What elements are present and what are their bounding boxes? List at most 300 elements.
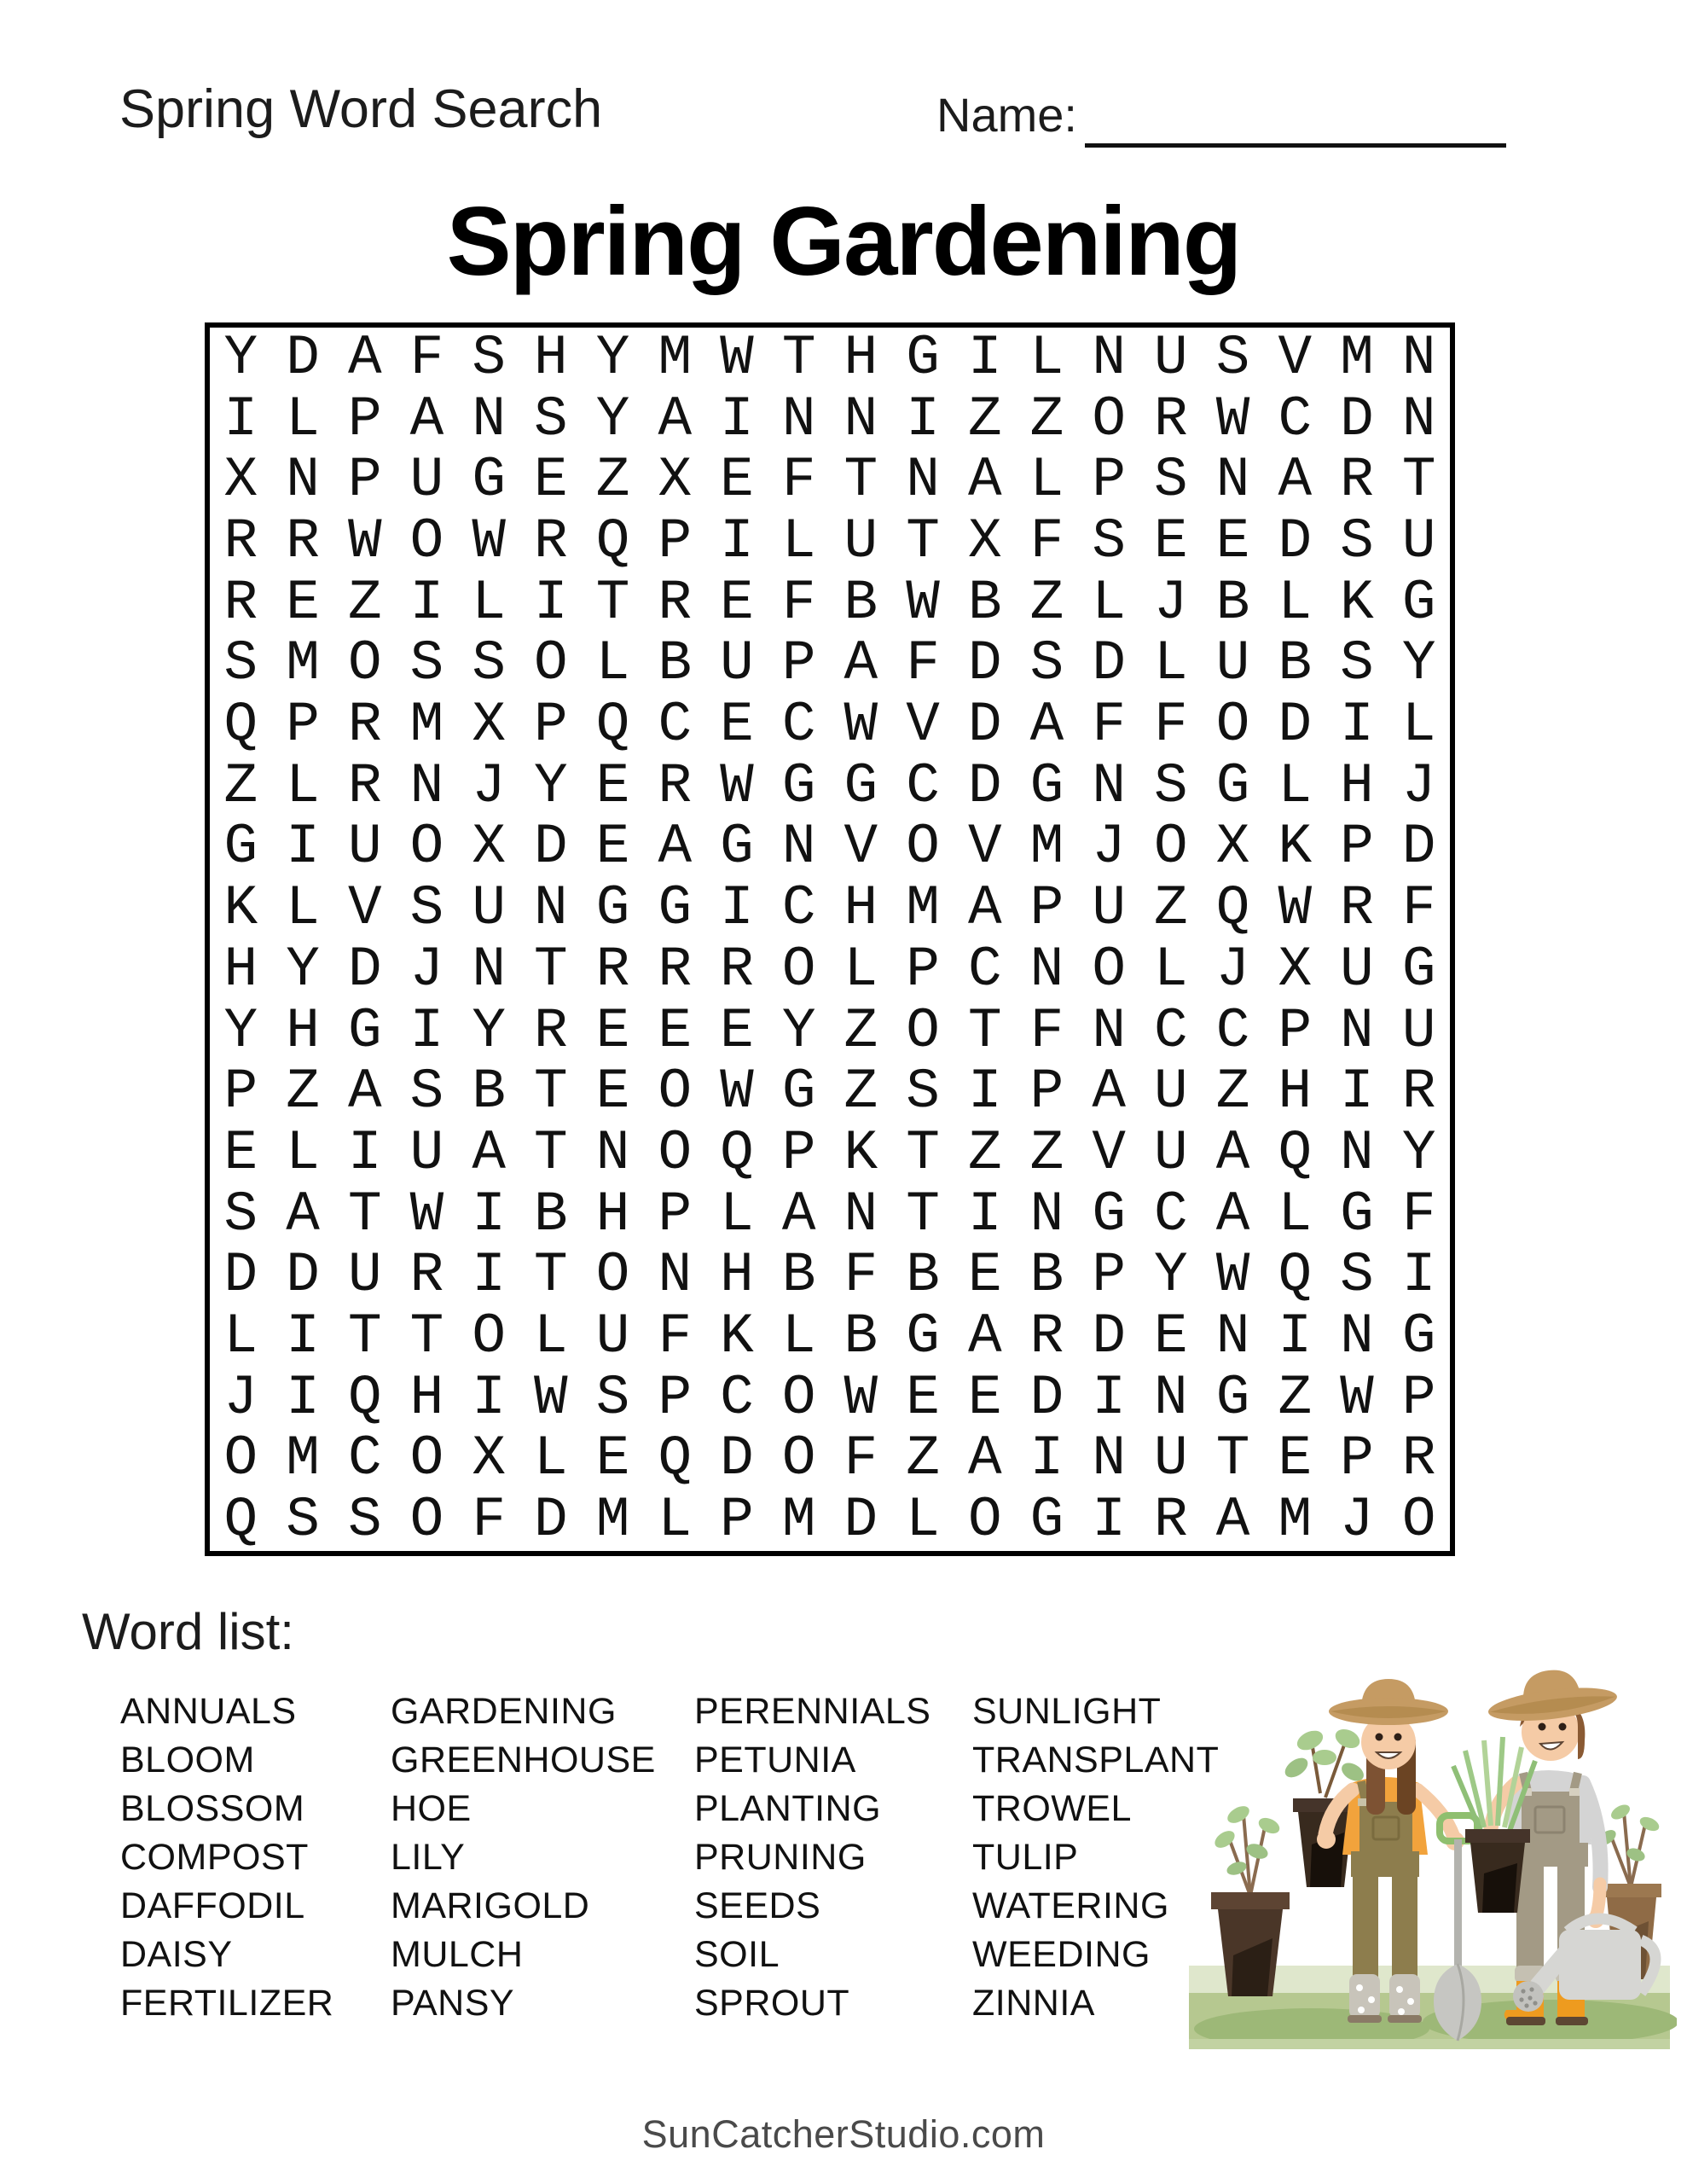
grid-cell-r3c6: E [534, 448, 568, 513]
word-column [694, 1687, 930, 2028]
grid-cell-r12c9: E [720, 998, 754, 1063]
grid-cell-r19c1: O [223, 1426, 258, 1491]
grid-cell-r2c18: C [1278, 386, 1313, 451]
word-item-seeds: SEEDS [694, 1885, 821, 1926]
grid-cell-r5c6: I [534, 570, 568, 635]
grid-cell-r7c16: F [1154, 693, 1188, 758]
grid-cell-r18c16: N [1154, 1365, 1188, 1430]
word-item-weeding: WEEDING [972, 1934, 1151, 1975]
grid-cell-r12c10: Y [781, 998, 816, 1063]
grid-cell-r11c4: J [409, 937, 444, 1002]
grid-cell-r8c18: L [1278, 753, 1313, 818]
grid-cell-r13c2: Z [286, 1060, 320, 1124]
grid-cell-r1c11: H [844, 325, 878, 390]
grid-cell-r16c7: O [595, 1243, 630, 1308]
grid-cell-r9c19: P [1340, 815, 1374, 880]
grid-cell-r2c14: Z [1029, 386, 1064, 451]
grid-cell-r20c1: Q [223, 1488, 258, 1553]
grid-cell-r7c8: C [658, 693, 693, 758]
grid-cell-r2c17: W [1215, 386, 1250, 451]
grid-cell-r19c20: R [1401, 1426, 1436, 1491]
grid-cell-r5c3: Z [347, 570, 382, 635]
grid-cell-r15c8: P [658, 1182, 693, 1246]
word-item-zinnia: ZINNIA [972, 1983, 1095, 2024]
grid-cell-r15c7: H [595, 1182, 630, 1246]
grid-cell-r5c19: K [1340, 570, 1374, 635]
grid-cell-r11c5: N [472, 937, 506, 1002]
grid-cell-r12c12: O [906, 998, 940, 1063]
grid-cell-r14c4: U [409, 1120, 444, 1185]
grid-cell-r11c9: R [720, 937, 754, 1002]
grid-cell-r16c6: T [534, 1243, 568, 1308]
grid-cell-r16c10: B [781, 1243, 816, 1308]
grid-cell-r12c2: H [286, 998, 320, 1063]
grid-cell-r5c5: L [472, 570, 506, 635]
grid-cell-r6c10: P [781, 631, 816, 696]
grid-cell-r6c5: S [472, 631, 506, 696]
grid-cell-r16c19: S [1340, 1243, 1374, 1308]
grid-cell-r17c9: K [720, 1304, 754, 1369]
grid-cell-r1c12: G [906, 325, 940, 390]
grid-cell-r6c2: M [286, 631, 320, 696]
grid-cell-r2c7: Y [595, 386, 630, 451]
grid-cell-r11c3: D [347, 937, 382, 1002]
grid-cell-r18c10: O [781, 1365, 816, 1430]
grid-cell-r17c7: U [595, 1304, 630, 1369]
grid-cell-r8c3: R [347, 753, 382, 818]
grid-cell-r12c5: Y [472, 998, 506, 1063]
grid-cell-r4c2: R [286, 508, 320, 573]
grid-cell-r2c8: A [658, 386, 693, 451]
grid-cell-r13c17: Z [1215, 1060, 1250, 1124]
word-item-hoe: HOE [391, 1788, 472, 1829]
word-item-trowel: TROWEL [972, 1788, 1132, 1829]
grid-cell-r18c15: I [1092, 1365, 1126, 1430]
grid-cell-r18c11: W [844, 1365, 878, 1430]
grid-cell-r13c5: B [472, 1060, 506, 1124]
grid-cell-r19c9: D [720, 1426, 754, 1491]
grid-cell-r8c7: E [595, 753, 630, 818]
grid-cell-r15c16: C [1154, 1182, 1188, 1246]
grid-cell-r9c9: G [720, 815, 754, 880]
grid-cell-r6c8: B [658, 631, 693, 696]
grid-cell-r10c11: H [844, 876, 878, 941]
grid-cell-r14c7: N [595, 1120, 630, 1185]
grid-cell-r12c1: Y [223, 998, 258, 1063]
grid-cell-r2c13: Z [967, 386, 1002, 451]
grid-cell-r12c11: Z [844, 998, 878, 1063]
word-item-mulch: MULCH [391, 1934, 524, 1975]
grid-cell-r18c7: S [595, 1365, 630, 1430]
grid-cell-r11c19: U [1340, 937, 1374, 1002]
grid-cell-r5c8: R [658, 570, 693, 635]
grid-cell-r8c8: R [658, 753, 693, 818]
grid-cell-r10c2: L [286, 876, 320, 941]
grid-cell-r10c3: V [347, 876, 382, 941]
grid-cell-r3c3: P [347, 448, 382, 513]
grid-cell-r18c14: D [1029, 1365, 1064, 1430]
word-list-label: Word list: [82, 1603, 294, 1660]
grid-cell-r6c4: S [409, 631, 444, 696]
grid-cell-r9c6: D [534, 815, 568, 880]
grid-cell-r15c19: G [1340, 1182, 1374, 1246]
word-item-greenhouse: GREENHOUSE [391, 1740, 656, 1780]
grid-cell-r6c6: O [534, 631, 568, 696]
grid-cell-r19c5: X [472, 1426, 506, 1491]
word-item-pruning: PRUNING [694, 1837, 867, 1878]
grid-cell-r15c1: S [223, 1182, 258, 1246]
grid-cell-r14c9: Q [720, 1120, 754, 1185]
grid-cell-r18c19: W [1340, 1365, 1374, 1430]
grid-cell-r13c9: W [720, 1060, 754, 1124]
grid-cell-r5c17: B [1215, 570, 1250, 635]
grid-cell-r5c16: J [1154, 570, 1188, 635]
grid-cell-r14c14: Z [1029, 1120, 1064, 1185]
grid-cell-r8c11: G [844, 753, 878, 818]
word-column [972, 1687, 1219, 2028]
grid-cell-r9c14: M [1029, 815, 1064, 880]
word-item-watering: WATERING [972, 1885, 1169, 1926]
grid-cell-r12c13: T [967, 998, 1002, 1063]
grid-cell-r16c12: B [906, 1243, 940, 1308]
grid-cell-r19c12: Z [906, 1426, 940, 1491]
grid-cell-r16c18: Q [1278, 1243, 1313, 1308]
grid-cell-r19c13: A [967, 1426, 1002, 1491]
grid-cell-r19c2: M [286, 1426, 320, 1491]
grid-cell-r16c3: U [347, 1243, 382, 1308]
grid-cell-r16c8: N [658, 1243, 693, 1308]
grid-cell-r20c17: A [1215, 1488, 1250, 1553]
grid-cell-r1c13: I [967, 325, 1002, 390]
word-column [120, 1687, 333, 2028]
grid-cell-r5c18: L [1278, 570, 1313, 635]
grid-cell-r1c7: Y [595, 325, 630, 390]
grid-cell-r20c11: D [844, 1488, 878, 1553]
grid-cell-r6c18: B [1278, 631, 1313, 696]
grid-cell-r7c6: P [534, 693, 568, 758]
gardeners-illustration [1184, 1631, 1677, 2062]
grid-cell-r20c15: I [1092, 1488, 1126, 1553]
grid-cell-r20c13: O [967, 1488, 1002, 1553]
grid-cell-r10c12: M [906, 876, 940, 941]
grid-cell-r9c1: G [223, 815, 258, 880]
word-item-blossom: BLOSSOM [120, 1788, 305, 1829]
grid-cell-r10c19: R [1340, 876, 1374, 941]
grid-cell-r6c17: U [1215, 631, 1250, 696]
grid-cell-r10c17: Q [1215, 876, 1250, 941]
grid-cell-r10c18: W [1278, 876, 1313, 941]
grid-cell-r16c2: D [286, 1243, 320, 1308]
grid-cell-r19c8: Q [658, 1426, 693, 1491]
grid-cell-r12c19: N [1340, 998, 1374, 1063]
grid-cell-r19c15: N [1092, 1426, 1126, 1491]
grid-cell-r17c20: G [1401, 1304, 1436, 1369]
grid-cell-r16c16: Y [1154, 1243, 1188, 1308]
grid-cell-r17c3: T [347, 1304, 382, 1369]
grid-cell-r8c1: Z [223, 753, 258, 818]
grid-cell-r3c10: F [781, 448, 816, 513]
grid-cell-r6c15: D [1092, 631, 1126, 696]
word-item-compost: COMPOST [120, 1837, 309, 1878]
grid-cell-r5c4: I [409, 570, 444, 635]
grid-cell-r14c10: P [781, 1120, 816, 1185]
grid-cell-r8c10: G [781, 753, 816, 818]
grid-cell-r8c6: Y [534, 753, 568, 818]
grid-cell-r11c18: X [1278, 937, 1313, 1002]
grid-cell-r7c13: D [967, 693, 1002, 758]
grid-cell-r6c12: F [906, 631, 940, 696]
grid-cell-r15c11: N [844, 1182, 878, 1246]
grid-cell-r12c7: E [595, 998, 630, 1063]
grid-cell-r7c4: M [409, 693, 444, 758]
grid-cell-r20c9: P [720, 1488, 754, 1553]
grid-cell-r7c5: X [472, 693, 506, 758]
grid-cell-r11c8: R [658, 937, 693, 1002]
grid-cell-r12c3: G [347, 998, 382, 1063]
grid-cell-r17c1: L [223, 1304, 258, 1369]
grid-cell-r11c15: O [1092, 937, 1126, 1002]
grid-cell-r5c13: B [967, 570, 1002, 635]
grid-cell-r4c11: U [844, 508, 878, 573]
grid-cell-r5c11: B [844, 570, 878, 635]
grid-cell-r10c20: F [1401, 876, 1436, 941]
grid-cell-r7c20: L [1401, 693, 1436, 758]
grid-cell-r8c5: J [472, 753, 506, 818]
word-item-marigold: MARIGOLD [391, 1885, 590, 1926]
grid-cell-r11c1: H [223, 937, 258, 1002]
grid-cell-r16c13: E [967, 1243, 1002, 1308]
grid-cell-r16c11: F [844, 1243, 878, 1308]
grid-cell-r13c16: U [1154, 1060, 1188, 1124]
grid-cell-r8c19: H [1340, 753, 1374, 818]
grid-cell-r10c15: U [1092, 876, 1126, 941]
grid-cell-r8c20: J [1401, 753, 1436, 818]
grid-cell-r7c15: F [1092, 693, 1126, 758]
grid-cell-r1c20: N [1401, 325, 1436, 390]
grid-cell-r9c4: O [409, 815, 444, 880]
grid-cell-r17c2: I [286, 1304, 320, 1369]
word-item-sprout: SPROUT [694, 1983, 850, 2024]
grid-cell-r4c9: I [720, 508, 754, 573]
grid-cell-r4c19: S [1340, 508, 1374, 573]
grid-cell-r14c3: I [347, 1120, 382, 1185]
grid-cell-r13c1: P [223, 1060, 258, 1124]
grid-cell-r1c5: S [472, 325, 506, 390]
grid-cell-r18c4: H [409, 1365, 444, 1430]
grid-cell-r5c14: Z [1029, 570, 1064, 635]
grid-cell-r7c19: I [1340, 693, 1374, 758]
grid-cell-r2c12: I [906, 386, 940, 451]
grid-cell-r6c3: O [347, 631, 382, 696]
grid-cell-r4c7: Q [595, 508, 630, 573]
worksheet-title: Spring Word Search [119, 79, 603, 139]
grid-cell-r8c9: W [720, 753, 754, 818]
grid-cell-r8c15: N [1092, 753, 1126, 818]
grid-cell-r17c17: N [1215, 1304, 1250, 1369]
grid-cell-r4c4: O [409, 508, 444, 573]
grid-cell-r3c19: R [1340, 448, 1374, 513]
grid-cell-r18c20: P [1401, 1365, 1436, 1430]
grid-cell-r18c2: I [286, 1365, 320, 1430]
grid-cell-r20c7: M [595, 1488, 630, 1553]
grid-cell-r17c10: L [781, 1304, 816, 1369]
word-item-daisy: DAISY [120, 1934, 233, 1975]
grid-cell-r16c15: P [1092, 1243, 1126, 1308]
grid-cell-r11c7: R [595, 937, 630, 1002]
grid-cell-r1c14: L [1029, 325, 1064, 390]
grid-cell-r9c3: U [347, 815, 382, 880]
grid-cell-r3c5: G [472, 448, 506, 513]
grid-cell-r6c16: L [1154, 631, 1188, 696]
word-item-transplant: TRANSPLANT [972, 1740, 1220, 1780]
grid-cell-r17c8: F [658, 1304, 693, 1369]
grid-cell-r1c8: M [658, 325, 693, 390]
grid-cell-r15c3: T [347, 1182, 382, 1246]
grid-cell-r13c11: Z [844, 1060, 878, 1124]
word-column [391, 1687, 656, 2028]
grid-cell-r5c2: E [286, 570, 320, 635]
grid-cell-r8c13: D [967, 753, 1002, 818]
grid-cell-r10c9: I [720, 876, 754, 941]
grid-cell-r2c2: L [286, 386, 320, 451]
grid-cell-r6c19: S [1340, 631, 1374, 696]
grid-cell-r4c6: R [534, 508, 568, 573]
grid-cell-r13c12: S [906, 1060, 940, 1124]
grid-cell-r10c4: S [409, 876, 444, 941]
word-item-daffodil: DAFFODIL [120, 1885, 305, 1926]
grid-cell-r10c1: K [223, 876, 258, 941]
grid-cell-r8c14: G [1029, 753, 1064, 818]
grid-cell-r4c14: F [1029, 508, 1064, 573]
grid-cell-r9c16: O [1154, 815, 1188, 880]
grid-cell-r5c1: R [223, 570, 258, 635]
grid-cell-r11c11: L [844, 937, 878, 1002]
grid-cell-r9c8: A [658, 815, 693, 880]
grid-cell-r11c20: G [1401, 937, 1436, 1002]
grid-cell-r9c17: X [1215, 815, 1250, 880]
name-label: Name: [936, 88, 1077, 142]
puzzle-grid [205, 322, 1455, 1556]
grid-cell-r14c16: U [1154, 1120, 1188, 1185]
grid-cell-r4c16: E [1154, 508, 1188, 573]
grid-cell-r6c9: U [720, 631, 754, 696]
grid-cell-r4c13: X [967, 508, 1002, 573]
grid-cell-r10c6: N [534, 876, 568, 941]
grid-cell-r14c20: Y [1401, 1120, 1436, 1185]
grid-cell-r14c1: E [223, 1120, 258, 1185]
grid-cell-r15c13: I [967, 1182, 1002, 1246]
grid-cell-r5c20: G [1401, 570, 1436, 635]
grid-cell-r19c7: E [595, 1426, 630, 1491]
grid-cell-r3c11: T [844, 448, 878, 513]
grid-cell-r19c18: E [1278, 1426, 1313, 1491]
grid-cell-r3c12: N [906, 448, 940, 513]
grid-cell-r20c19: J [1340, 1488, 1374, 1553]
grid-cell-r3c18: A [1278, 448, 1313, 513]
grid-cell-r4c20: U [1401, 508, 1436, 573]
grid-cell-r10c16: Z [1154, 876, 1188, 941]
word-item-pansy: PANSY [391, 1983, 515, 2024]
grid-cell-r6c13: D [967, 631, 1002, 696]
grid-cell-r1c18: V [1278, 325, 1313, 390]
grid-cell-r1c2: D [286, 325, 320, 390]
grid-cell-r15c9: L [720, 1182, 754, 1246]
grid-cell-r3c2: N [286, 448, 320, 513]
grid-cell-r1c17: S [1215, 325, 1250, 390]
grid-cell-r9c15: J [1092, 815, 1126, 880]
grid-cell-r18c5: I [472, 1365, 506, 1430]
grid-cell-r9c20: D [1401, 815, 1436, 880]
word-item-annuals: ANNUALS [120, 1691, 297, 1732]
grid-cell-r9c18: K [1278, 815, 1313, 880]
grid-cell-r13c4: S [409, 1060, 444, 1124]
grid-cell-r15c18: L [1278, 1182, 1313, 1246]
grid-cell-r10c13: A [967, 876, 1002, 941]
grid-cell-r19c11: F [844, 1426, 878, 1491]
grid-cell-r2c16: R [1154, 386, 1188, 451]
word-item-gardening: GARDENING [391, 1691, 617, 1732]
grid-cell-r1c10: T [781, 325, 816, 390]
grid-cell-r8c12: C [906, 753, 940, 818]
grid-cell-r9c5: X [472, 815, 506, 880]
grid-cell-r4c1: R [223, 508, 258, 573]
grid-cell-r11c2: Y [286, 937, 320, 1002]
grid-cell-r10c5: U [472, 876, 506, 941]
footer-site-credit: SunCatcherStudio.com [641, 2112, 1046, 2156]
grid-cell-r15c20: F [1401, 1182, 1436, 1246]
grid-cell-r9c11: V [844, 815, 878, 880]
grid-cell-r10c7: G [595, 876, 630, 941]
grid-cell-r11c17: J [1215, 937, 1250, 1002]
grid-cell-r15c14: N [1029, 1182, 1064, 1246]
grid-cell-r3c14: L [1029, 448, 1064, 513]
grid-cell-r5c9: E [720, 570, 754, 635]
grid-cell-r2c20: N [1401, 386, 1436, 451]
grid-cell-r15c2: A [286, 1182, 320, 1246]
grid-cell-r14c11: K [844, 1120, 878, 1185]
grid-cell-r16c5: I [472, 1243, 506, 1308]
grid-cell-r20c16: R [1154, 1488, 1188, 1553]
grid-cell-r9c2: I [286, 815, 320, 880]
word-item-sunlight: SUNLIGHT [972, 1691, 1162, 1732]
word-item-tulip: TULIP [972, 1837, 1079, 1878]
grid-cell-r2c10: N [781, 386, 816, 451]
grid-cell-r6c14: S [1029, 631, 1064, 696]
grid-cell-r1c15: N [1092, 325, 1126, 390]
grid-cell-r14c2: L [286, 1120, 320, 1185]
grid-cell-r3c20: T [1401, 448, 1436, 513]
grid-cell-r3c1: X [223, 448, 258, 513]
grid-cell-r18c6: W [534, 1365, 568, 1430]
grid-cell-r14c6: T [534, 1120, 568, 1185]
name-blank-line [1085, 143, 1506, 148]
grid-cell-r7c9: E [720, 693, 754, 758]
grid-cell-r7c12: V [906, 693, 940, 758]
grid-cell-r18c13: E [967, 1365, 1002, 1430]
grid-cell-r12c16: C [1154, 998, 1188, 1063]
grid-cell-r2c11: N [844, 386, 878, 451]
grid-cell-r13c14: P [1029, 1060, 1064, 1124]
grid-cell-r16c1: D [223, 1243, 258, 1308]
grid-cell-r5c10: F [781, 570, 816, 635]
word-item-planting: PLANTING [694, 1788, 882, 1829]
grid-cell-r13c15: A [1092, 1060, 1126, 1124]
grid-cell-r4c3: W [347, 508, 382, 573]
grid-cell-r20c4: O [409, 1488, 444, 1553]
grid-cell-r3c17: N [1215, 448, 1250, 513]
grid-cell-r19c3: C [347, 1426, 382, 1491]
grid-cell-r4c18: D [1278, 508, 1313, 573]
